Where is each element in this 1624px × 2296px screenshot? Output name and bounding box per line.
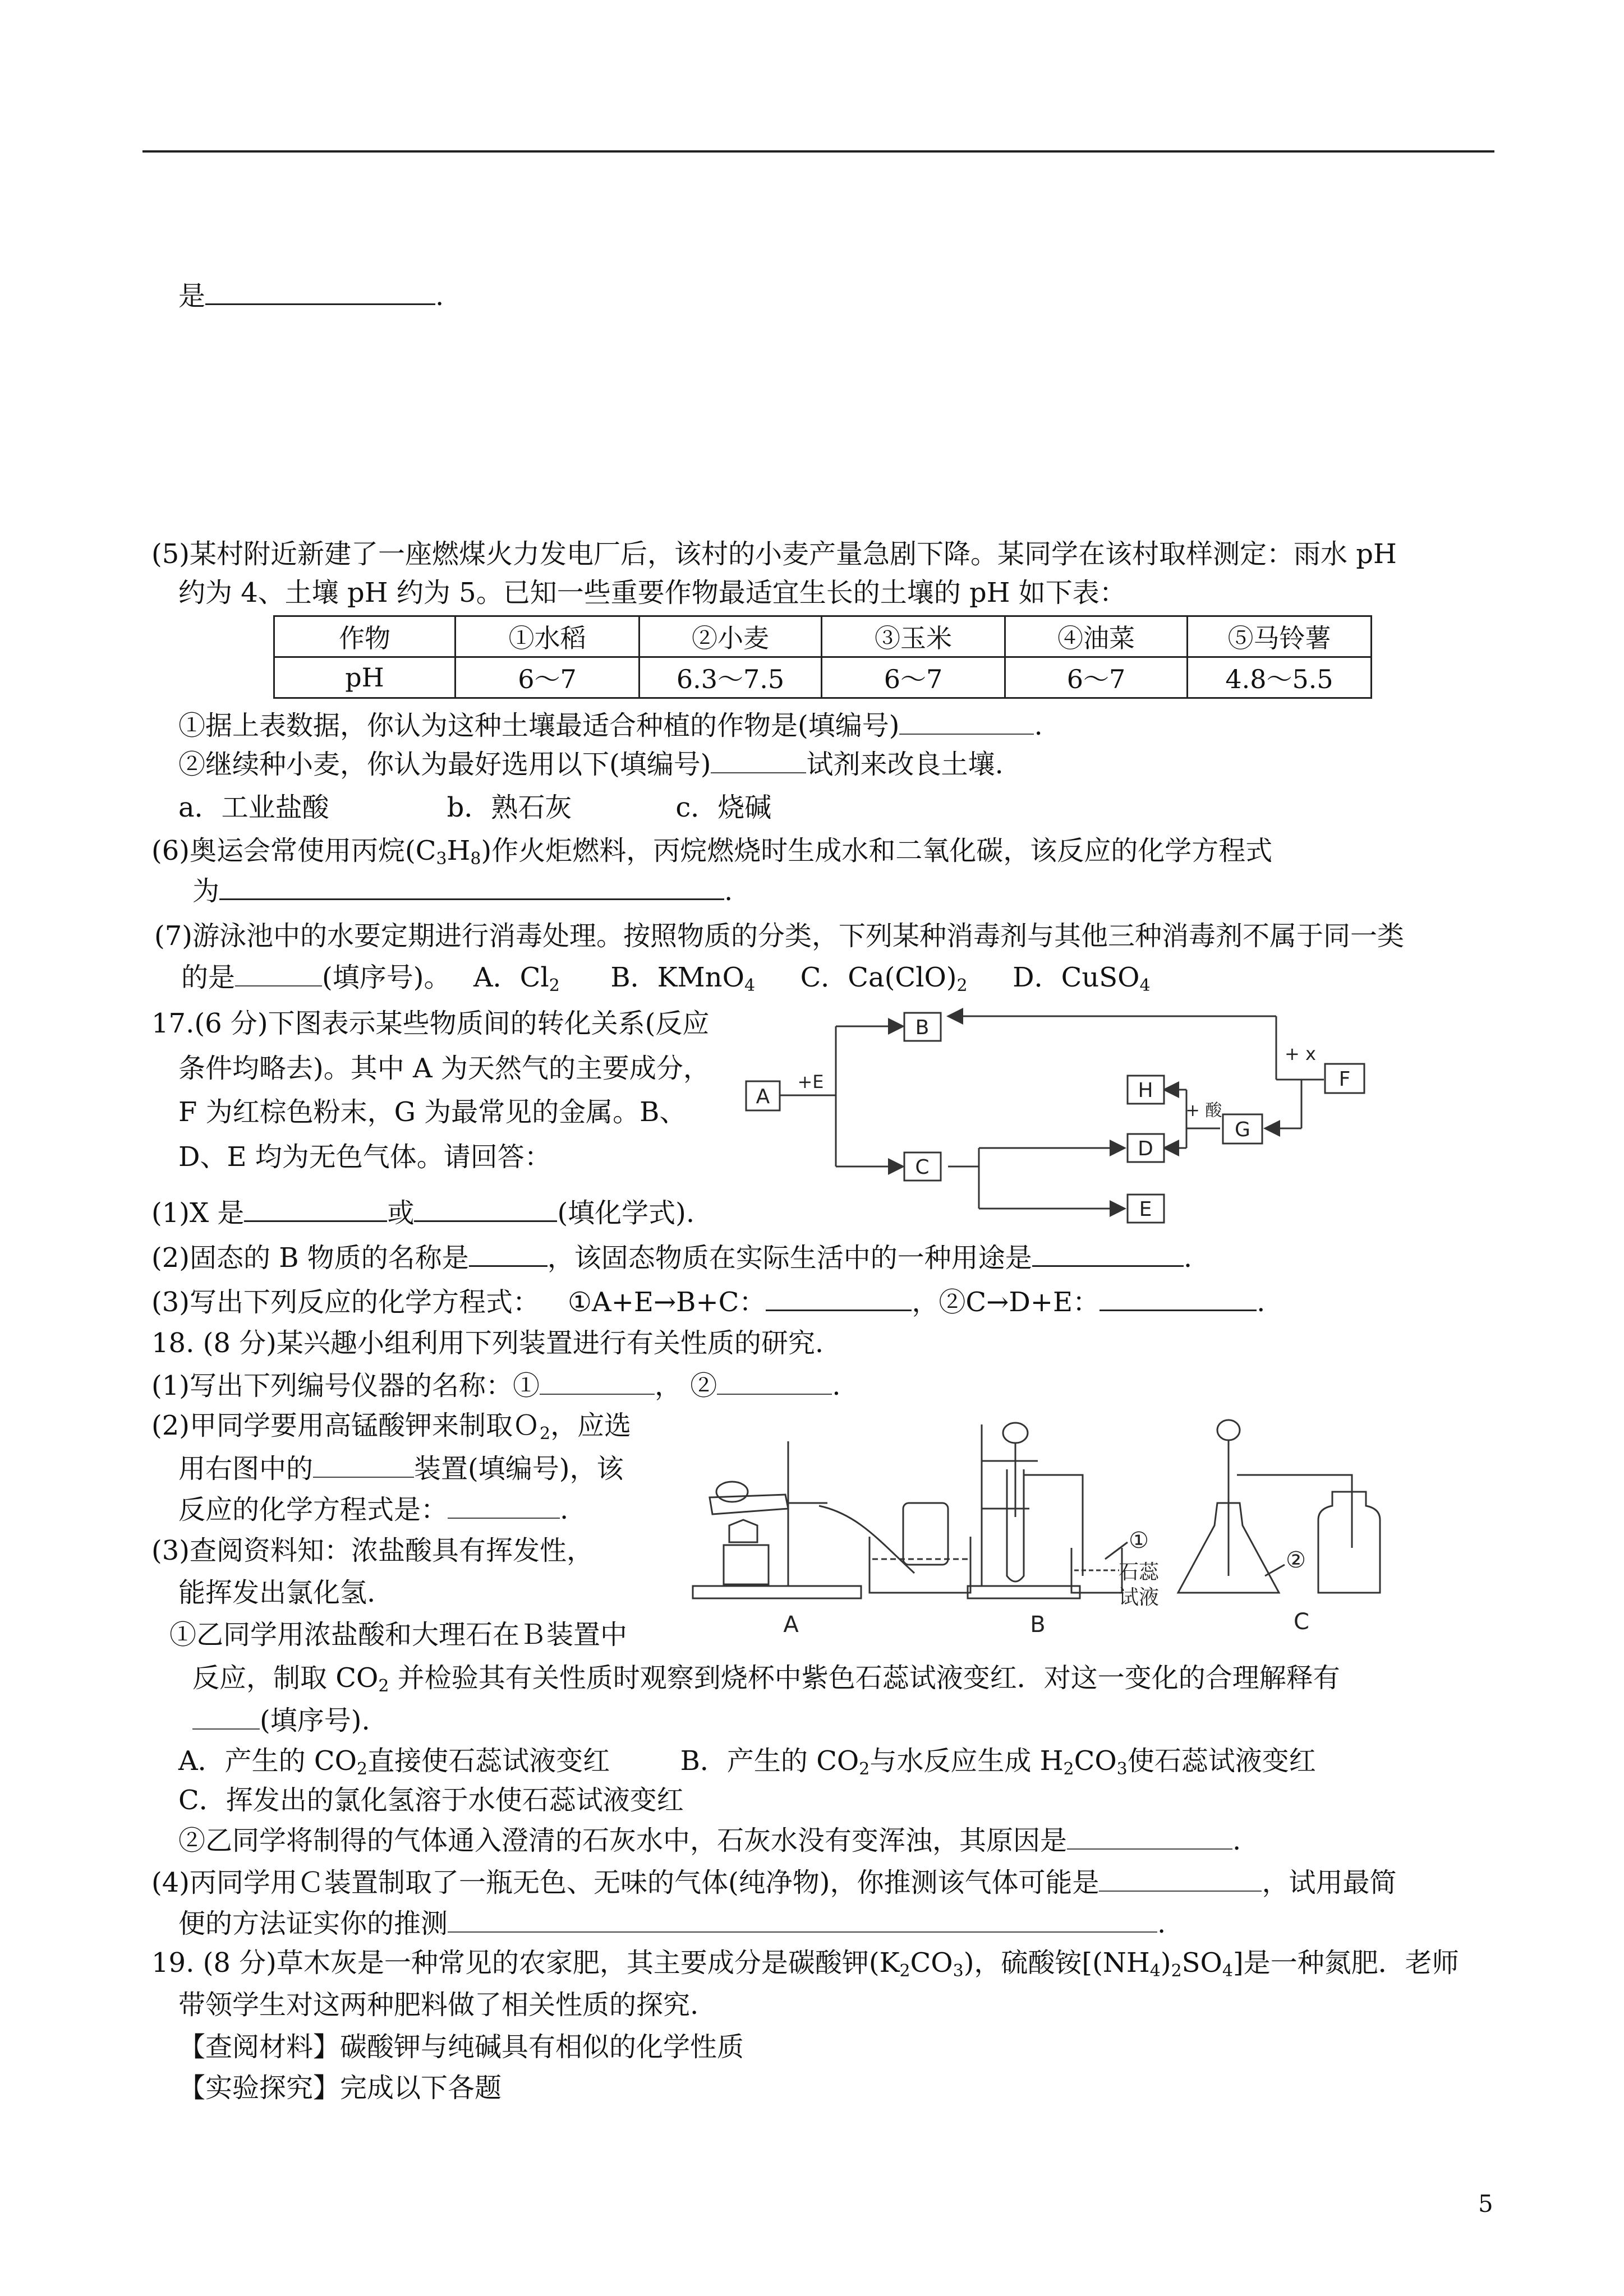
apparatus-figure bbox=[679, 1408, 1442, 1643]
answer-blank[interactable] bbox=[1099, 1284, 1257, 1311]
answer-blank[interactable] bbox=[448, 1492, 560, 1519]
q18-line9: 反应，制取 $CO_2$ 并检验其有关性质时观察到烧杯中紫色石蕊试液变红．对这一变化的合理解释有 bbox=[192, 1662, 1340, 1696]
table-cell: 6～7 bbox=[456, 657, 640, 698]
q19-line1: 19. (8 分)草木灰是一种常见的农家肥，其主要成分是碳酸钾$(K_2CO_3)$，硫酸铵$[(NH_4)_2SO_4]$是一种氮肥．老师 bbox=[151, 1947, 1459, 1981]
label-litmus-1: 石蕊 bbox=[1118, 1561, 1160, 1584]
stand-base-b bbox=[968, 1586, 1080, 1598]
answer-blank[interactable] bbox=[1099, 1865, 1262, 1892]
q5-sub1: ①据上表数据，你认为这种土壤最适合种植的作物是(填编号) . bbox=[178, 708, 1043, 743]
q18-line8: ①乙同学用浓盐酸和大理石在Ｂ装置中 bbox=[169, 1619, 628, 1650]
answer-blank[interactable] bbox=[244, 1195, 387, 1222]
alcohol-lamp bbox=[724, 1545, 769, 1584]
table-cell: 6～7 bbox=[822, 657, 1005, 698]
node-B: B bbox=[915, 1016, 930, 1039]
collection-bottle bbox=[1318, 1492, 1380, 1593]
q18-line3: (2)甲同学要用高锰酸钾来制取Ｏ$_2$，应选 bbox=[151, 1410, 632, 1444]
answer-blank[interactable] bbox=[313, 1451, 414, 1478]
answer-blank[interactable] bbox=[192, 1703, 260, 1730]
q6-line1: (6)奥运会常使用丙烷$(C_3H_8)$作火炬燃料，丙烷燃烧时生成水和二氧化碳，该反应的化学方程式 bbox=[151, 835, 1273, 869]
answer-blank[interactable] bbox=[414, 1195, 557, 1222]
q18-options-ab: A．产生的 $CO_2$直接使石蕊试液变红 B．产生的 $CO_2$与水反应生成 $H_2CO_3$使石蕊试液变红 bbox=[178, 1745, 1316, 1779]
q17-line2: 条件均略去)。其中 A 为天然气的主要成分， bbox=[178, 1053, 710, 1084]
q19-line3: 【查阅材料】碳酸钾与纯碱具有相似的化学性质 bbox=[178, 2031, 744, 2063]
label-a: A bbox=[783, 1612, 799, 1638]
node-H: H bbox=[1138, 1079, 1153, 1102]
q17-line1: 17.(6 分)下图表示某些物质间的转化关系(反应 bbox=[151, 1008, 710, 1039]
answer-blank[interactable] bbox=[448, 1906, 1157, 1933]
conversion-diagram bbox=[740, 998, 1391, 1234]
q18-line1: 18. (8 分)某兴趣小组利用下列装置进行有关性质的研究. bbox=[151, 1327, 824, 1359]
q5-options: a．工业盐酸 b．熟石灰 c．烧碱 bbox=[178, 792, 772, 823]
answer-blank[interactable] bbox=[899, 708, 1034, 735]
q17-sub1: (1)X 是 或 (填化学式). bbox=[151, 1195, 694, 1230]
q5-line1: (5)某村附近新建了一座燃煤火力发电厂后，该村的小麦产量急剧下降。某同学在该村取样测定：雨水 pH bbox=[151, 538, 1397, 570]
node-G: G bbox=[1235, 1118, 1250, 1141]
table-cell: 6.3～7.5 bbox=[640, 657, 822, 698]
q17-line3: F 为红棕色粉末，G 为最常见的金属。B、 bbox=[178, 1096, 687, 1128]
answer-blank[interactable] bbox=[540, 1368, 655, 1395]
q18-line2: (1)写出下列编号仪器的名称：① ， ② . bbox=[151, 1368, 841, 1403]
answer-blank[interactable] bbox=[1032, 1239, 1184, 1267]
answer-blank[interactable] bbox=[469, 1239, 548, 1267]
q19-line2: 带领学生对这两种肥料做了相关性质的探究. bbox=[178, 1989, 699, 2021]
answer-blank[interactable] bbox=[717, 1368, 832, 1395]
test-tube-a bbox=[710, 1495, 788, 1514]
q18-line4: 用右图中的 装置(填编号)，该 bbox=[178, 1451, 623, 1486]
stand-base-a bbox=[693, 1586, 861, 1598]
table-cell: 4.8～5.5 bbox=[1188, 657, 1372, 698]
label-plus-e: +E bbox=[797, 1071, 824, 1092]
table-cell: 作物 bbox=[274, 616, 456, 657]
label-litmus-2: 试液 bbox=[1118, 1586, 1160, 1609]
q18-line13: (4)丙同学用Ｃ装置制取了一瓶无色、无味的气体(纯净物)，你推测该气体可能是 ，试用最简 bbox=[151, 1865, 1396, 1899]
answer-blank[interactable] bbox=[766, 1284, 912, 1311]
q18-line14: 便的方法证实你的推测 . bbox=[178, 1906, 1166, 1940]
q7-line2: 的是 (填序号)。 A．$Cl_2$ B．KMnO$_4$ C．$Ca(ClO)_2$ D．CuSO$_4$ bbox=[181, 960, 1151, 1003]
label-c: C bbox=[1294, 1609, 1309, 1635]
table-cell: ①水稻 bbox=[456, 616, 640, 657]
q19-line4: 【实验探究】完成以下各题 bbox=[178, 2072, 502, 2104]
q18-line7: 能挥发出氯化氢. bbox=[178, 1577, 376, 1608]
node-D: D bbox=[1138, 1137, 1153, 1160]
q18-line12: ②乙同学将制得的气体通入澄清的石灰水中，石灰水没有变浑浊，其原因是 . bbox=[178, 1823, 1241, 1857]
node-A: A bbox=[756, 1085, 770, 1108]
answer-blank[interactable] bbox=[205, 278, 435, 305]
separatory-funnel bbox=[1003, 1423, 1028, 1443]
node-C: C bbox=[915, 1156, 930, 1179]
table-row bbox=[274, 657, 1372, 698]
q6-line2: 为 . bbox=[192, 873, 733, 908]
answer-blank[interactable] bbox=[235, 960, 322, 986]
header-rule bbox=[142, 150, 1494, 153]
q18-option-c: C．挥发出的氯化氢溶于水使石蕊试液变红 bbox=[178, 1785, 684, 1816]
q5-sub2: ②继续种小麦，你认为最好选用以下(填编号) 试剂来改良土壤. bbox=[178, 746, 1004, 781]
q18-line10: (填序号). bbox=[192, 1703, 370, 1737]
q7-line1: (7)游泳池中的水要定期进行消毒处理。按照物质的分类，下列某种消毒剂与其他三种消毒剂不属于同一类 bbox=[154, 920, 1404, 952]
answer-fragment: 是 . bbox=[178, 278, 444, 313]
q18-line5: 反应的化学方程式是： . bbox=[178, 1492, 568, 1527]
label-plus-x: + x bbox=[1285, 1043, 1316, 1064]
label-circle-1: ① bbox=[1129, 1528, 1149, 1553]
table-cell: ④油菜 bbox=[1005, 616, 1188, 657]
table-cell: ③玉米 bbox=[822, 616, 1005, 657]
label-plus-acid: + 酸 bbox=[1185, 1101, 1222, 1121]
table-cell: ⑤马铃薯 bbox=[1188, 616, 1372, 657]
label-b: B bbox=[1030, 1612, 1046, 1638]
answer-blank[interactable] bbox=[1067, 1823, 1232, 1850]
q17-line4: D、E 均为无色气体。请回答： bbox=[178, 1141, 551, 1173]
page-number: 5 bbox=[1478, 2190, 1493, 2217]
table-row bbox=[274, 616, 1372, 657]
table-cell: ②小麦 bbox=[640, 616, 822, 657]
table-cell: pH bbox=[274, 657, 456, 698]
gas-bottle-a bbox=[903, 1503, 948, 1565]
label-circle-2: ② bbox=[1286, 1547, 1306, 1573]
answer-blank[interactable] bbox=[219, 873, 724, 900]
answer-blank[interactable] bbox=[711, 746, 806, 773]
q17-sub3: (3)写出下列反应的化学方程式： ①A+E→B+C： ，②C→D+E： . bbox=[151, 1284, 1265, 1319]
node-F: F bbox=[1338, 1068, 1351, 1091]
table-cell: 6～7 bbox=[1005, 657, 1188, 698]
node-E: E bbox=[1139, 1198, 1152, 1221]
q17-sub2: (2)固态的 B 物质的名称是 ，该固态物质在实际生活中的一种用途是 . bbox=[151, 1239, 1192, 1275]
q5-line2: 约为 4、土壤 pH 约为 5。已知一些重要作物最适宜生长的土壤的 pH 如下表： bbox=[178, 577, 1126, 608]
ph-table bbox=[273, 615, 1372, 699]
q18-line6: (3)查阅资料知：浓盐酸具有挥发性， bbox=[151, 1535, 594, 1566]
